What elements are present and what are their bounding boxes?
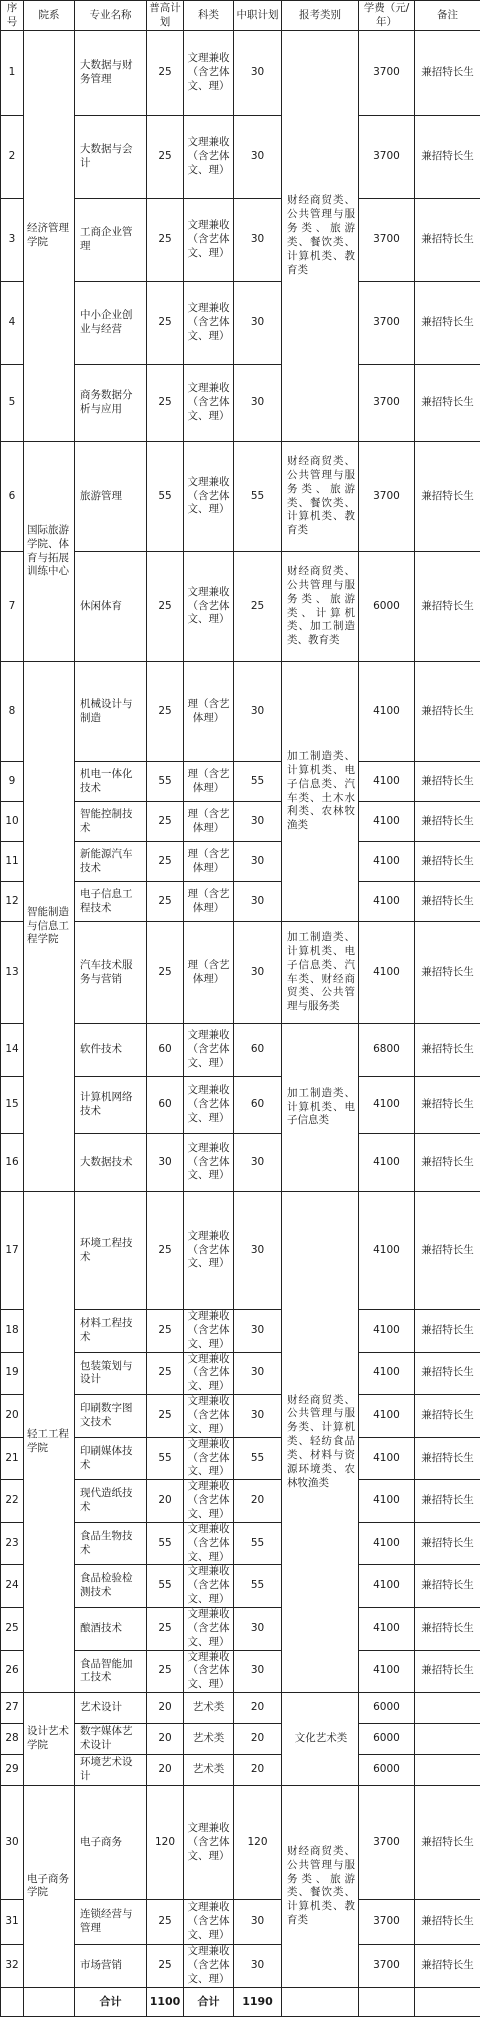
fee-cell: 4100 — [359, 1077, 415, 1134]
vocational-cell: 60 — [234, 1077, 282, 1134]
major-cell: 酿酒技术 — [75, 1608, 147, 1651]
subject-cell: 文理兼收（含艺体文、理） — [184, 1024, 234, 1077]
subject-cell: 艺术类 — [184, 1755, 234, 1786]
plan-cell: 55 — [147, 762, 184, 802]
dept-cell: 电子商务学院 — [24, 1786, 75, 1988]
major-cell: 现代造纸技术 — [75, 1480, 147, 1523]
dept-cell: 国际旅游学院、体育与拓展训练中心 — [24, 442, 75, 662]
subject-cell: 理（含艺体理） — [184, 662, 234, 762]
subject-cell: 文理兼收（含艺体文、理） — [184, 199, 234, 282]
table-row — [1, 1693, 480, 1724]
plan-cell: 25 — [147, 1310, 184, 1353]
major-cell: 环境工程技术 — [75, 1192, 147, 1310]
plan-cell: 25 — [147, 1192, 184, 1310]
subject-cell: 文理兼收（含艺体文、理） — [184, 31, 234, 116]
subject-cell: 文理兼收（含艺体文、理） — [184, 1650, 234, 1693]
note-cell: 兼招特长生 — [415, 802, 480, 842]
note-cell: 兼招特长生 — [415, 552, 480, 662]
vocational-cell: 30 — [234, 31, 282, 116]
subject-cell: 文理兼收（含艺体文、理） — [184, 1565, 234, 1608]
vocational-cell: 30 — [234, 882, 282, 922]
note-cell: 兼招特长生 — [415, 882, 480, 922]
note-cell: 兼招特长生 — [415, 282, 480, 365]
total-blank-cell — [359, 1987, 415, 2016]
vocational-cell: 20 — [234, 1480, 282, 1523]
note-cell: 兼招特长生 — [415, 1565, 480, 1608]
note-cell: 兼招特长生 — [415, 1024, 480, 1077]
seq-cell: 9 — [1, 762, 24, 802]
plan-cell: 120 — [147, 1786, 184, 1900]
vocational-cell: 30 — [234, 1310, 282, 1353]
major-cell: 连锁经营与管理 — [75, 1900, 147, 1945]
plan-cell: 20 — [147, 1755, 184, 1786]
note-cell: 兼招特长生 — [415, 662, 480, 762]
fee-cell: 4100 — [359, 1650, 415, 1693]
category-cell: 加工制造类、计算机类、电子信息类 — [282, 1024, 359, 1192]
fee-cell: 3700 — [359, 282, 415, 365]
header-dept: 院系 — [24, 1, 75, 31]
vocational-cell: 30 — [234, 842, 282, 882]
seq-cell: 26 — [1, 1650, 24, 1693]
seq-cell: 25 — [1, 1608, 24, 1651]
fee-cell: 4100 — [359, 762, 415, 802]
fee-cell: 6800 — [359, 1024, 415, 1077]
plan-cell: 55 — [147, 1437, 184, 1480]
subject-cell: 文理兼收（含艺体文、理） — [184, 1352, 234, 1395]
vocational-cell: 30 — [234, 922, 282, 1024]
vocational-cell: 55 — [234, 1437, 282, 1480]
total-vocational: 1190 — [234, 1987, 282, 2016]
major-cell: 印刷数字图文技术 — [75, 1395, 147, 1438]
note-cell: 兼招特长生 — [415, 365, 480, 442]
subject-cell: 文理兼收（含艺体文、理） — [184, 116, 234, 199]
major-cell: 材料工程技术 — [75, 1310, 147, 1353]
major-cell: 机械设计与制造 — [75, 662, 147, 762]
plan-cell: 25 — [147, 842, 184, 882]
vocational-cell: 55 — [234, 762, 282, 802]
vocational-cell: 30 — [234, 1900, 282, 1945]
seq-cell: 8 — [1, 662, 24, 762]
vocational-cell: 30 — [234, 802, 282, 842]
note-cell: 兼招特长生 — [415, 1480, 480, 1523]
seq-cell: 17 — [1, 1192, 24, 1310]
subject-cell: 理（含艺体理） — [184, 842, 234, 882]
major-cell: 食品智能加工技术 — [75, 1650, 147, 1693]
subject-cell: 文理兼收（含艺体文、理） — [184, 1608, 234, 1651]
vocational-cell: 25 — [234, 552, 282, 662]
total-blank-cell — [1, 1987, 24, 2016]
category-cell: 财经商贸类、公共管理与服务类、旅游类、计算机类、加工制造类、教育类 — [282, 552, 359, 662]
seq-cell: 22 — [1, 1480, 24, 1523]
category-cell: 加工制造类、计算机类、电子信息类、汽车类、财经商贸类、公共管理与服务类 — [282, 922, 359, 1024]
plan-cell: 25 — [147, 365, 184, 442]
note-cell: 兼招特长生 — [415, 1192, 480, 1310]
fee-cell: 3700 — [359, 365, 415, 442]
seq-cell: 31 — [1, 1900, 24, 1945]
vocational-cell: 20 — [234, 1693, 282, 1724]
total-label: 合计 — [75, 1987, 147, 2016]
plan-cell: 25 — [147, 1945, 184, 1988]
seq-cell: 18 — [1, 1310, 24, 1353]
table-row — [1, 31, 480, 116]
fee-cell: 4100 — [359, 1352, 415, 1395]
note-cell: 兼招特长生 — [415, 922, 480, 1024]
vocational-cell: 30 — [234, 1395, 282, 1438]
subject-cell: 文理兼收（含艺体文、理） — [184, 1480, 234, 1523]
seq-cell: 15 — [1, 1077, 24, 1134]
plan-cell: 25 — [147, 1395, 184, 1438]
major-cell: 电子信息工程技术 — [75, 882, 147, 922]
table-row — [1, 1192, 480, 1310]
header-plan: 普高计划 — [147, 1, 184, 31]
seq-cell: 32 — [1, 1945, 24, 1988]
fee-cell: 4100 — [359, 1310, 415, 1353]
table-row — [1, 442, 480, 552]
major-cell: 商务数据分析与应用 — [75, 365, 147, 442]
note-cell: 兼招特长生 — [415, 1522, 480, 1565]
seq-cell: 23 — [1, 1522, 24, 1565]
subject-cell: 艺术类 — [184, 1724, 234, 1755]
seq-cell: 20 — [1, 1395, 24, 1438]
fee-cell: 3700 — [359, 442, 415, 552]
plan-cell: 25 — [147, 1900, 184, 1945]
plan-cell: 55 — [147, 1522, 184, 1565]
seq-cell: 11 — [1, 842, 24, 882]
category-cell: 加工制造类、计算机类、电子信息类、汽车类、土木水利类、农林牧渔类 — [282, 662, 359, 922]
major-cell: 电子商务 — [75, 1786, 147, 1900]
major-cell: 大数据技术 — [75, 1134, 147, 1192]
subject-cell: 文理兼收（含艺体文、理） — [184, 1395, 234, 1438]
vocational-cell: 30 — [234, 1608, 282, 1651]
vocational-cell: 30 — [234, 1650, 282, 1693]
note-cell — [415, 1693, 480, 1724]
vocational-cell: 30 — [234, 1134, 282, 1192]
major-cell: 数字媒体艺术设计 — [75, 1724, 147, 1755]
fee-cell: 4100 — [359, 1608, 415, 1651]
vocational-cell: 30 — [234, 1352, 282, 1395]
note-cell: 兼招特长生 — [415, 762, 480, 802]
vocational-cell: 30 — [234, 116, 282, 199]
subject-cell: 理（含艺体理） — [184, 882, 234, 922]
subject-cell: 文理兼收（含艺体文、理） — [184, 442, 234, 552]
note-cell: 兼招特长生 — [415, 1608, 480, 1651]
fee-cell: 4100 — [359, 1395, 415, 1438]
plan-cell: 60 — [147, 1024, 184, 1077]
seq-cell: 6 — [1, 442, 24, 552]
major-cell: 汽车技术服务与营销 — [75, 922, 147, 1024]
total-subject-label: 合计 — [184, 1987, 234, 2016]
vocational-cell: 30 — [234, 1192, 282, 1310]
fee-cell: 4100 — [359, 1437, 415, 1480]
fee-cell: 3700 — [359, 116, 415, 199]
fee-cell: 6000 — [359, 1724, 415, 1755]
plan-cell: 25 — [147, 922, 184, 1024]
subject-cell: 文理兼收（含艺体文、理） — [184, 552, 234, 662]
vocational-cell: 55 — [234, 1565, 282, 1608]
subject-cell: 文理兼收（含艺体文、理） — [184, 365, 234, 442]
dept-cell: 轻工工程学院 — [24, 1192, 75, 1693]
major-cell: 软件技术 — [75, 1024, 147, 1077]
major-cell: 食品检验检测技术 — [75, 1565, 147, 1608]
fee-cell: 6000 — [359, 1693, 415, 1724]
header-seq: 序号 — [1, 1, 24, 31]
major-cell: 印刷媒体技术 — [75, 1437, 147, 1480]
header-major: 专业名称 — [75, 1, 147, 31]
plan-cell: 25 — [147, 1608, 184, 1651]
header-subject: 科类 — [184, 1, 234, 31]
subject-cell: 理（含艺体理） — [184, 762, 234, 802]
note-cell: 兼招特长生 — [415, 1900, 480, 1945]
fee-cell: 4100 — [359, 1480, 415, 1523]
seq-cell: 19 — [1, 1352, 24, 1395]
dept-cell: 智能制造与信息工程学院 — [24, 662, 75, 1192]
plan-cell: 25 — [147, 802, 184, 842]
note-cell: 兼招特长生 — [415, 199, 480, 282]
category-cell: 财经商贸类、公共管理与服务类、旅游类、餐饮类、计算机类、教育类 — [282, 31, 359, 442]
vocational-cell: 60 — [234, 1024, 282, 1077]
vocational-cell: 30 — [234, 662, 282, 762]
header-fee: 学费（元/年） — [359, 1, 415, 31]
category-cell: 文化艺术类 — [282, 1693, 359, 1786]
seq-cell: 28 — [1, 1724, 24, 1755]
vocational-cell: 20 — [234, 1755, 282, 1786]
seq-cell: 13 — [1, 922, 24, 1024]
seq-cell: 2 — [1, 116, 24, 199]
seq-cell: 7 — [1, 552, 24, 662]
header-note: 备注 — [415, 1, 480, 31]
category-cell: 财经商贸类、公共管理与服务类、旅游类、餐饮类、计算机类、教育类 — [282, 442, 359, 552]
major-cell: 大数据与财务管理 — [75, 31, 147, 116]
plan-cell: 25 — [147, 116, 184, 199]
major-cell: 旅游管理 — [75, 442, 147, 552]
note-cell: 兼招特长生 — [415, 1310, 480, 1353]
note-cell: 兼招特长生 — [415, 1395, 480, 1438]
fee-cell: 3700 — [359, 1945, 415, 1988]
major-cell: 市场营销 — [75, 1945, 147, 1988]
subject-cell: 理（含艺体理） — [184, 802, 234, 842]
plan-cell: 25 — [147, 1352, 184, 1395]
dept-cell: 经济管理学院 — [24, 31, 75, 442]
note-cell: 兼招特长生 — [415, 1352, 480, 1395]
note-cell: 兼招特长生 — [415, 1134, 480, 1192]
table-row — [1, 662, 480, 762]
major-cell: 休闲体育 — [75, 552, 147, 662]
category-cell: 财经商贸类、公共管理与服务类、计算机类、轻纺食品类、材料与资源环境类、农林牧渔类 — [282, 1192, 359, 1693]
fee-cell: 3700 — [359, 199, 415, 282]
note-cell: 兼招特长生 — [415, 842, 480, 882]
vocational-cell: 55 — [234, 442, 282, 552]
vocational-cell: 30 — [234, 1945, 282, 1988]
subject-cell: 文理兼收（含艺体文、理） — [184, 1945, 234, 1988]
subject-cell: 艺术类 — [184, 1693, 234, 1724]
note-cell: 兼招特长生 — [415, 1786, 480, 1900]
fee-cell: 4100 — [359, 842, 415, 882]
plan-cell: 25 — [147, 1650, 184, 1693]
header-vocational: 中职计划 — [234, 1, 282, 31]
plan-cell: 60 — [147, 1077, 184, 1134]
fee-cell: 4100 — [359, 1522, 415, 1565]
seq-cell: 24 — [1, 1565, 24, 1608]
dept-cell: 设计艺术学院 — [24, 1693, 75, 1786]
plan-cell: 20 — [147, 1480, 184, 1523]
major-cell: 计算机网络技术 — [75, 1077, 147, 1134]
fee-cell: 4100 — [359, 802, 415, 842]
fee-cell: 4100 — [359, 882, 415, 922]
fee-cell: 4100 — [359, 1565, 415, 1608]
major-cell: 环境艺术设计 — [75, 1755, 147, 1786]
total-blank-cell — [282, 1987, 359, 2016]
total-row — [1, 1987, 480, 2016]
note-cell: 兼招特长生 — [415, 1945, 480, 1988]
seq-cell: 21 — [1, 1437, 24, 1480]
seq-cell: 10 — [1, 802, 24, 842]
subject-cell: 文理兼收（含艺体文、理） — [184, 1134, 234, 1192]
major-cell: 艺术设计 — [75, 1693, 147, 1724]
fee-cell: 4100 — [359, 1192, 415, 1310]
plan-cell: 30 — [147, 1134, 184, 1192]
total-blank-cell — [415, 1987, 480, 2016]
note-cell: 兼招特长生 — [415, 31, 480, 116]
major-cell: 食品生物技术 — [75, 1522, 147, 1565]
major-cell: 智能控制技术 — [75, 802, 147, 842]
major-cell: 包装策划与设计 — [75, 1352, 147, 1395]
major-cell: 中小企业创业与经营 — [75, 282, 147, 365]
fee-cell: 4100 — [359, 1134, 415, 1192]
subject-cell: 文理兼收（含艺体文、理） — [184, 1077, 234, 1134]
fee-cell: 3700 — [359, 1900, 415, 1945]
major-cell: 大数据与会计 — [75, 116, 147, 199]
plan-cell: 55 — [147, 442, 184, 552]
seq-cell: 1 — [1, 31, 24, 116]
category-cell: 财经商贸类、公共管理与服务类、旅游类、餐饮类、计算机类、教育类 — [282, 1786, 359, 1988]
vocational-cell: 30 — [234, 282, 282, 365]
seq-cell: 12 — [1, 882, 24, 922]
note-cell: 兼招特长生 — [415, 1437, 480, 1480]
fee-cell: 3700 — [359, 31, 415, 116]
plan-cell: 20 — [147, 1724, 184, 1755]
subject-cell: 理（含艺体理） — [184, 922, 234, 1024]
major-cell: 新能源汽车技术 — [75, 842, 147, 882]
subject-cell: 文理兼收（含艺体文、理） — [184, 1522, 234, 1565]
seq-cell: 3 — [1, 199, 24, 282]
subject-cell: 文理兼收（含艺体文、理） — [184, 1900, 234, 1945]
table-row — [1, 1786, 480, 1900]
major-cell: 工商企业管理 — [75, 199, 147, 282]
subject-cell: 文理兼收（含艺体文、理） — [184, 282, 234, 365]
note-cell: 兼招特长生 — [415, 116, 480, 199]
subject-cell: 文理兼收（含艺体文、理） — [184, 1310, 234, 1353]
plan-cell: 25 — [147, 662, 184, 762]
seq-cell: 16 — [1, 1134, 24, 1192]
total-plan: 1100 — [147, 1987, 184, 2016]
total-blank-cell — [24, 1987, 75, 2016]
vocational-cell: 120 — [234, 1786, 282, 1900]
subject-cell: 文理兼收（含艺体文、理） — [184, 1192, 234, 1310]
subject-cell: 文理兼收（含艺体文、理） — [184, 1437, 234, 1480]
fee-cell: 6000 — [359, 552, 415, 662]
note-cell: 兼招特长生 — [415, 442, 480, 552]
plan-cell: 25 — [147, 31, 184, 116]
plan-cell: 25 — [147, 882, 184, 922]
vocational-cell: 30 — [234, 365, 282, 442]
seq-cell: 27 — [1, 1693, 24, 1724]
fee-cell: 3700 — [359, 1786, 415, 1900]
subject-cell: 文理兼收（含艺体文、理） — [184, 1786, 234, 1900]
note-cell — [415, 1755, 480, 1786]
plan-cell: 25 — [147, 552, 184, 662]
plan-cell: 25 — [147, 282, 184, 365]
vocational-cell: 30 — [234, 199, 282, 282]
note-cell — [415, 1724, 480, 1755]
plan-cell: 55 — [147, 1565, 184, 1608]
seq-cell: 4 — [1, 282, 24, 365]
major-cell: 机电一体化技术 — [75, 762, 147, 802]
vocational-cell: 55 — [234, 1522, 282, 1565]
note-cell: 兼招特长生 — [415, 1077, 480, 1134]
plan-cell: 20 — [147, 1693, 184, 1724]
seq-cell: 14 — [1, 1024, 24, 1077]
plan-cell: 25 — [147, 199, 184, 282]
fee-cell: 4100 — [359, 922, 415, 1024]
note-cell: 兼招特长生 — [415, 1650, 480, 1693]
seq-cell: 29 — [1, 1755, 24, 1786]
header-row — [1, 1, 480, 31]
fee-cell: 4100 — [359, 662, 415, 762]
vocational-cell: 20 — [234, 1724, 282, 1755]
header-category: 报考类别 — [282, 1, 359, 31]
seq-cell: 30 — [1, 1786, 24, 1900]
fee-cell: 6000 — [359, 1755, 415, 1786]
seq-cell: 5 — [1, 365, 24, 442]
